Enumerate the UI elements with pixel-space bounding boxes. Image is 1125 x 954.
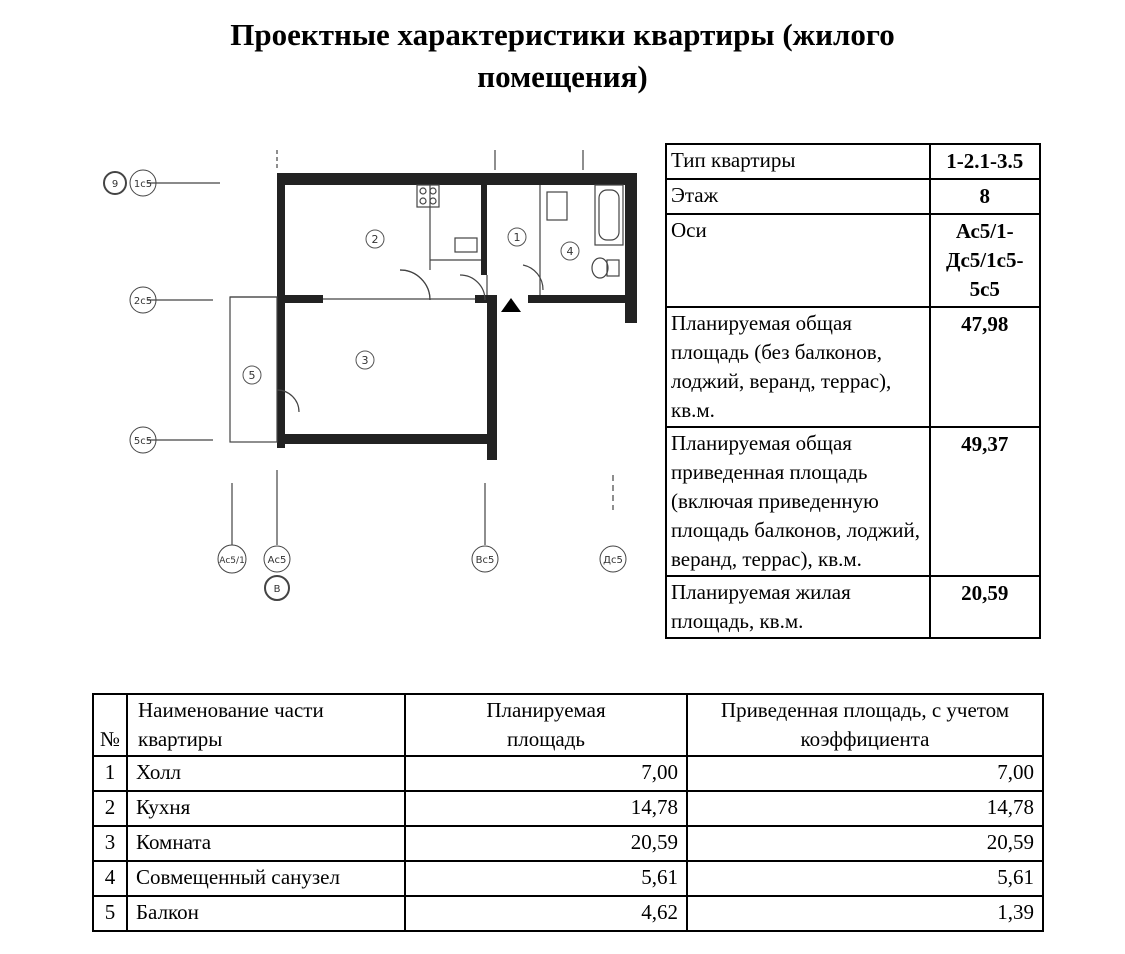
cell-area: 5,61 [405, 861, 687, 896]
property-row-reduced-area [666, 427, 1040, 576]
cell-reduced-area: 20,59 [687, 826, 1043, 861]
apartment-properties-table [665, 143, 1041, 639]
axis-label-vc5: Вс5 [475, 555, 495, 566]
cell-reduced-area: 7,00 [687, 756, 1043, 791]
room-number-3: 3 [361, 354, 369, 367]
section-label-b: В [273, 584, 281, 595]
cell-name: Холл [127, 756, 405, 791]
property-value: 8 [930, 179, 1041, 214]
cell-name: Кухня [127, 791, 405, 826]
axis-label-dc5: Дс5 [603, 555, 623, 566]
header-reduced-area: Приведенная площадь, с учетом коэффициента [687, 694, 1043, 756]
room-number-1: 1 [513, 231, 521, 244]
property-label: Планируемая общая площадь (без балконов, лоджий, веранд, террас), кв.м. [666, 307, 930, 427]
property-label: Этаж [666, 179, 930, 214]
axis-label-ac5-1: Ас5/1 [219, 556, 245, 566]
property-value: 1-2.1-3.5 [930, 144, 1041, 179]
axis-label-2c5: 2с5 [133, 296, 153, 307]
page-title-line-1: Проектные характеристики квартиры (жилого [230, 17, 895, 52]
table-row [93, 896, 1043, 931]
property-value: 20,59 [930, 576, 1041, 638]
page-title-line-2: помещения) [477, 59, 648, 94]
property-row-floor [666, 179, 1040, 214]
table-row [93, 861, 1043, 896]
cell-no: 2 [93, 791, 127, 826]
cell-area: 20,59 [405, 826, 687, 861]
room-number-2: 2 [371, 233, 379, 246]
property-row-living-area [666, 576, 1040, 638]
table-row [93, 756, 1043, 791]
cell-reduced-area: 1,39 [687, 896, 1043, 931]
room-number-5: 5 [248, 369, 256, 382]
axis-label-1c5: 1с5 [133, 179, 153, 190]
table-row [93, 826, 1043, 861]
property-label: Планируемая жилая площадь, кв.м. [666, 576, 930, 638]
axis-label-5c5: 5с5 [133, 436, 153, 447]
table-row [93, 791, 1043, 826]
property-row-type [666, 144, 1040, 179]
axis-label-ac5: Ас5 [267, 555, 287, 566]
cell-area: 14,78 [405, 791, 687, 826]
property-label: Оси [666, 214, 930, 307]
header-no: № [93, 694, 127, 756]
cell-no: 1 [93, 756, 127, 791]
property-label: Тип квартиры [666, 144, 930, 179]
property-row-axes [666, 214, 1040, 307]
cell-reduced-area: 5,61 [687, 861, 1043, 896]
rooms-table-header [93, 694, 1043, 756]
axis-label-9: 9 [111, 179, 119, 190]
header-area: Планируемая площадь [405, 694, 687, 756]
property-value: Ас5/1-Дс5/1с5-5с5 [930, 214, 1041, 307]
cell-no: 3 [93, 826, 127, 861]
cell-no: 5 [93, 896, 127, 931]
page-title [0, 14, 1125, 98]
cell-reduced-area: 14,78 [687, 791, 1043, 826]
floor-plan [95, 150, 655, 610]
cell-name: Совмещенный санузел [127, 861, 405, 896]
property-row-total-area [666, 307, 1040, 427]
rooms-table [92, 693, 1044, 932]
cell-name: Комната [127, 826, 405, 861]
property-label: Планируемая общая приведенная площадь (включая приведенную площадь балконов, лоджий, веранд, террас), кв.м. [666, 427, 930, 576]
cell-area: 4,62 [405, 896, 687, 931]
cell-name: Балкон [127, 896, 405, 931]
cell-no: 4 [93, 861, 127, 896]
property-value: 49,37 [930, 427, 1041, 576]
room-number-4: 4 [566, 245, 574, 258]
header-name: Наименование части квартиры [127, 694, 405, 756]
cell-area: 7,00 [405, 756, 687, 791]
property-value: 47,98 [930, 307, 1041, 427]
